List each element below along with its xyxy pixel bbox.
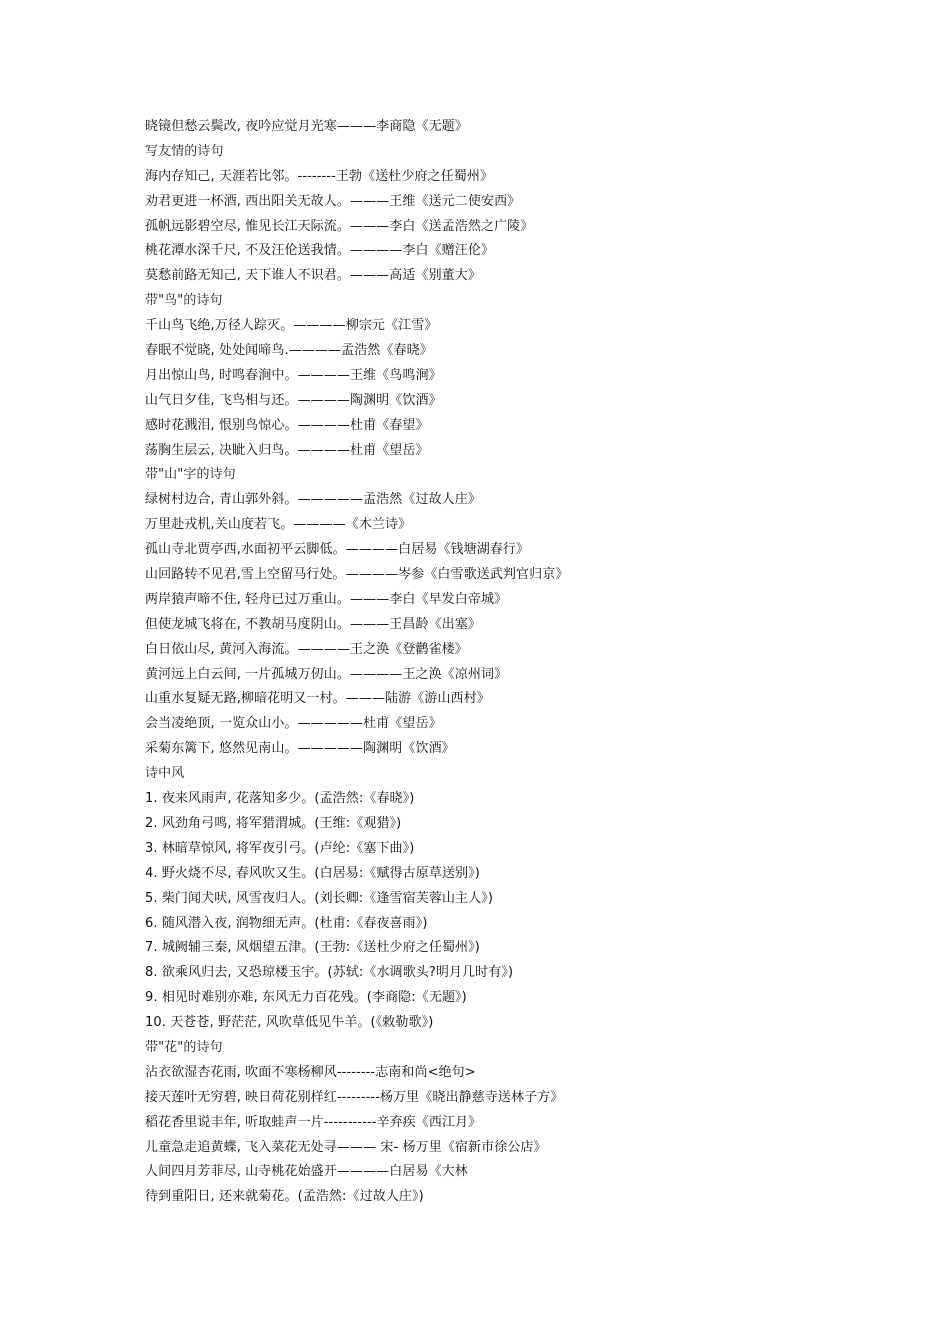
poem-line: 儿童急走追黄蝶, 飞入菜花无处寻——— 宋- 杨万里《宿新市徐公店》	[145, 1139, 547, 1155]
poem-line: 采菊东篱下, 悠然见南山。—————陶渊明《饮酒》	[145, 741, 455, 757]
poem-line: 山重水复疑无路,柳暗花明又一村。———陆游《游山西村》	[145, 691, 490, 707]
poem-line: 7. 城阙辅三秦, 风烟望五津。(王勃:《送杜少府之任蜀州》)	[145, 940, 480, 956]
poem-line: 感时花溅泪, 恨别鸟惊心。————杜甫《春望》	[145, 417, 429, 433]
poem-line: 6. 随风潜入夜, 润物细无声。(杜甫:《春夜喜雨》)	[145, 915, 428, 931]
poem-line: 荡胸生层云, 决眦入归鸟。————杜甫《望岳》	[145, 442, 429, 458]
poem-line: 但使龙城飞将在, 不教胡马度阴山。———王昌龄《出塞》	[145, 616, 481, 632]
poem-line: 春眠不觉晓, 处处闻啼鸟.————孟浩然《春晓》	[145, 343, 433, 359]
poem-line-list	[145, 115, 905, 1210]
poem-line: 莫愁前路无知己, 天下谁人不识君。———高适《别董大》	[145, 268, 481, 284]
poem-line: 人间四月芳菲尽, 山寺桃花始盛开————白居易《大林	[145, 1164, 468, 1180]
poem-line: 山回路转不见君,雪上空留马行处。————岑参《白雪歌送武判官归京》	[145, 567, 569, 583]
poem-line: 5. 柴门闻犬吠, 风雪夜归人。(刘长卿:《逢雪宿芙蓉山主人》)	[145, 890, 494, 906]
section-heading: 带"山"字的诗句	[145, 467, 236, 483]
poem-line: 绿树村边合, 青山郭外斜。—————孟浩然《过故人庄》	[145, 492, 481, 508]
section-heading: 带"花"的诗句	[145, 1039, 223, 1055]
poem-line: 1. 夜来风雨声, 花落知多少。(孟浩然:《春晓》)	[145, 791, 415, 807]
poem-line: 千山鸟飞绝,万径人踪灭。————柳宗元《江雪》	[145, 318, 438, 334]
poem-line: 桃花潭水深千尺, 不及汪伦送我情。————李白《赠汪伦》	[145, 243, 495, 259]
poem-line: 待到重阳日, 还来就菊花。(孟浩然:《过故人庄》)	[145, 1189, 424, 1205]
poem-line: 孤帆远影碧空尽, 惟见长江天际流。———李白《送孟浩然之广陵》	[145, 218, 534, 234]
poem-line: 劝君更进一杯酒, 西出阳关无故人。———王维《送元二使安西》	[145, 193, 521, 209]
poem-line: 9. 相见时难别亦难, 东风无力百花残。(李商隐:《无题》)	[145, 990, 467, 1006]
poem-line: 10. 天苍苍, 野茫茫, 风吹草低见牛羊。(《敕勒歌》)	[145, 1015, 434, 1031]
poem-line: 接天莲叶无穷碧, 映日荷花别样红---------杨万里《晓出静慈寺送林子方》	[145, 1089, 564, 1105]
section-heading: 诗中风	[145, 766, 185, 782]
poem-line: 3. 林暗草惊风, 将军夜引弓。(卢纶:《塞下曲》)	[145, 840, 415, 856]
poem-line: 白日依山尽, 黄河入海流。————王之涣《登鹳雀楼》	[145, 641, 468, 657]
poem-line: 万里赴戎机,关山度若飞。————《木兰诗》	[145, 517, 412, 533]
poem-line: 海内存知己, 天涯若比邻。--------王勃《送杜少府之任蜀州》	[145, 168, 494, 184]
poem-line: 沾衣欲湿杏花雨, 吹面不寒杨柳风--------志南和尚<绝句>	[145, 1064, 476, 1080]
poem-line: 4. 野火烧不尽, 春风吹又生。(白居易:《赋得古原草送别》)	[145, 865, 480, 881]
poem-line: 2. 风劲角弓鸣, 将军猎渭城。(王维:《观猎》)	[145, 815, 402, 831]
poem-line: 两岸猿声啼不住, 轻舟已过万重山。———李白《早发白帝城》	[145, 591, 508, 607]
poem-line: 山气日夕佳, 飞鸟相与还。————陶渊明《饮酒》	[145, 392, 442, 408]
poem-line: 8. 欲乘风归去, 又恐琼楼玉宇。(苏轼:《水调歌头?明月几时有》)	[145, 965, 514, 981]
poem-line: 孤山寺北贾亭西,水面初平云脚低。————白居易《钱塘湖春行》	[145, 542, 530, 558]
poem-line: 月出惊山鸟, 时鸣春涧中。————王维《鸟鸣涧》	[145, 367, 442, 383]
poem-line: 黄河远上白云间, 一片孤城万仞山。————王之涣《凉州词》	[145, 666, 508, 682]
poem-line: 晓镜但愁云鬓改, 夜吟应觉月光寒———李商隐《无题》	[145, 119, 468, 134]
poem-line: 会当凌绝顶, 一览众山小。—————杜甫《望岳》	[145, 716, 442, 732]
section-heading: 带"鸟"的诗句	[145, 293, 223, 309]
poem-line: 稻花香里说丰年, 听取蛙声一片-----------辛弃疾《西江月》	[145, 1114, 482, 1130]
section-heading: 写友情的诗句	[145, 143, 224, 159]
